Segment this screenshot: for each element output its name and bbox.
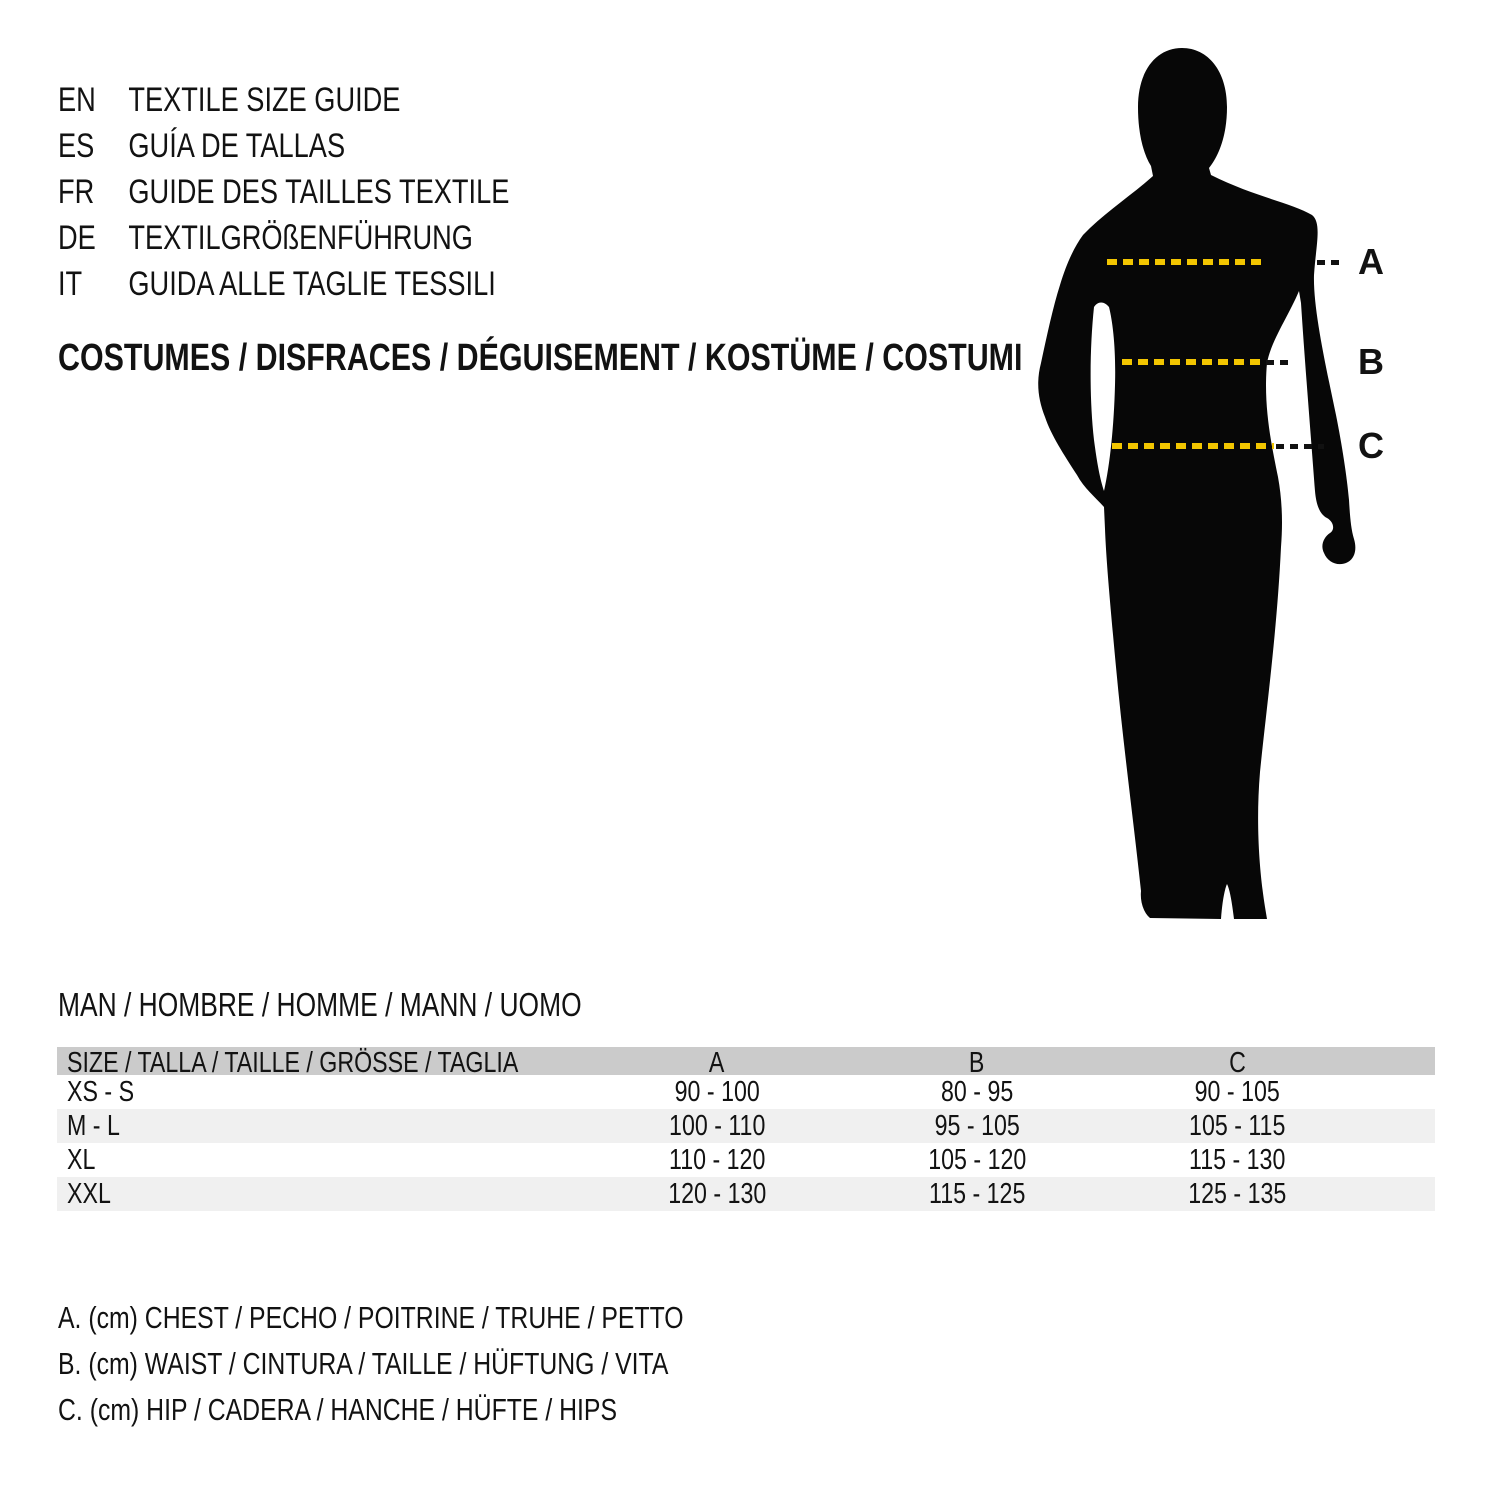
table-row-m-l bbox=[57, 1109, 1435, 1143]
table-row-xxl bbox=[57, 1177, 1435, 1211]
man-silhouette-figure bbox=[1020, 45, 1480, 935]
lang-code: DE bbox=[58, 219, 96, 257]
cell-a: 120 - 130 bbox=[667, 1177, 767, 1210]
lang-row-fr bbox=[58, 172, 622, 212]
cell-a: 100 - 110 bbox=[668, 1109, 766, 1142]
cell-c: 90 - 105 bbox=[1194, 1075, 1280, 1108]
cell-b: 95 - 105 bbox=[934, 1109, 1020, 1142]
cell-b: 105 - 120 bbox=[927, 1143, 1027, 1176]
lang-row-es bbox=[58, 126, 417, 166]
measure-line-b-yellow bbox=[1122, 359, 1264, 365]
measure-label-b: B bbox=[1358, 341, 1384, 382]
man-silhouette-path bbox=[1038, 48, 1355, 919]
category-heading: COSTUMES / DISFRACES / DÉGUISEMENT / KOSTÜME / COSTUMI bbox=[58, 337, 1023, 379]
lang-label: GUIDE DES TAILLES TEXTILE bbox=[128, 173, 510, 211]
lang-row-en bbox=[58, 80, 486, 120]
cell-a: 110 - 120 bbox=[668, 1143, 766, 1176]
measure-line-c-yellow bbox=[1112, 443, 1274, 449]
cell-c: 105 - 115 bbox=[1188, 1109, 1286, 1142]
lang-code: IT bbox=[58, 265, 83, 303]
cell-size: M - L bbox=[67, 1109, 120, 1142]
table-row-xs-s bbox=[57, 1075, 1435, 1109]
table-row-xl bbox=[57, 1143, 1435, 1177]
header-size-label: SIZE / TALLA / TAILLE / GRÖSSE / TAGLIA bbox=[67, 1047, 519, 1079]
lang-code: EN bbox=[58, 81, 96, 119]
lang-label: GUÍA DE TALLAS bbox=[128, 127, 346, 165]
header-col-a: A bbox=[709, 1047, 725, 1079]
man-silhouette-svg bbox=[1020, 45, 1480, 935]
legend-line-waist: B. (cm) WAIST / CINTURA / TAILLE / HÜFTUNG / VITA bbox=[58, 1346, 669, 1381]
lang-label: GUIDA ALLE TAGLIE TESSILI bbox=[128, 265, 496, 303]
measure-line-a-black bbox=[1317, 260, 1343, 265]
legend-line-hip: C. (cm) HIP / CADERA / HANCHE / HÜFTE / HIPS bbox=[58, 1392, 617, 1427]
measure-label-a: A bbox=[1358, 241, 1384, 282]
cell-size: XXL bbox=[67, 1177, 111, 1210]
header-col-b: B bbox=[969, 1047, 985, 1079]
measure-line-b-black bbox=[1266, 360, 1294, 365]
cell-size: XS - S bbox=[67, 1075, 135, 1108]
table-header-row bbox=[57, 1047, 1435, 1079]
lang-code: ES bbox=[58, 127, 95, 165]
cell-a: 90 - 100 bbox=[674, 1075, 760, 1108]
legend-line-chest: A. (cm) CHEST / PECHO / POITRINE / TRUHE / PETTO bbox=[58, 1300, 684, 1335]
cell-size: XL bbox=[67, 1143, 96, 1176]
header-col-c: C bbox=[1228, 1047, 1246, 1079]
lang-code: FR bbox=[58, 173, 95, 211]
lang-row-it bbox=[58, 264, 605, 304]
size-table bbox=[57, 1047, 1435, 1211]
cell-b: 80 - 95 bbox=[940, 1075, 1014, 1108]
measure-line-a-yellow bbox=[1107, 259, 1265, 265]
cell-c: 125 - 135 bbox=[1187, 1177, 1287, 1210]
measure-line-c-black bbox=[1276, 444, 1324, 449]
lang-label: TEXTILGRÖßENFÜHRUNG bbox=[128, 219, 473, 257]
cell-c: 115 - 130 bbox=[1188, 1143, 1286, 1176]
measure-label-c: C bbox=[1358, 425, 1384, 466]
lang-label: TEXTILE SIZE GUIDE bbox=[128, 81, 401, 119]
cell-b: 115 - 125 bbox=[928, 1177, 1026, 1210]
section-heading-man: MAN / HOMBRE / HOMME / MANN / UOMO bbox=[58, 986, 582, 1023]
lang-row-de bbox=[58, 218, 577, 258]
